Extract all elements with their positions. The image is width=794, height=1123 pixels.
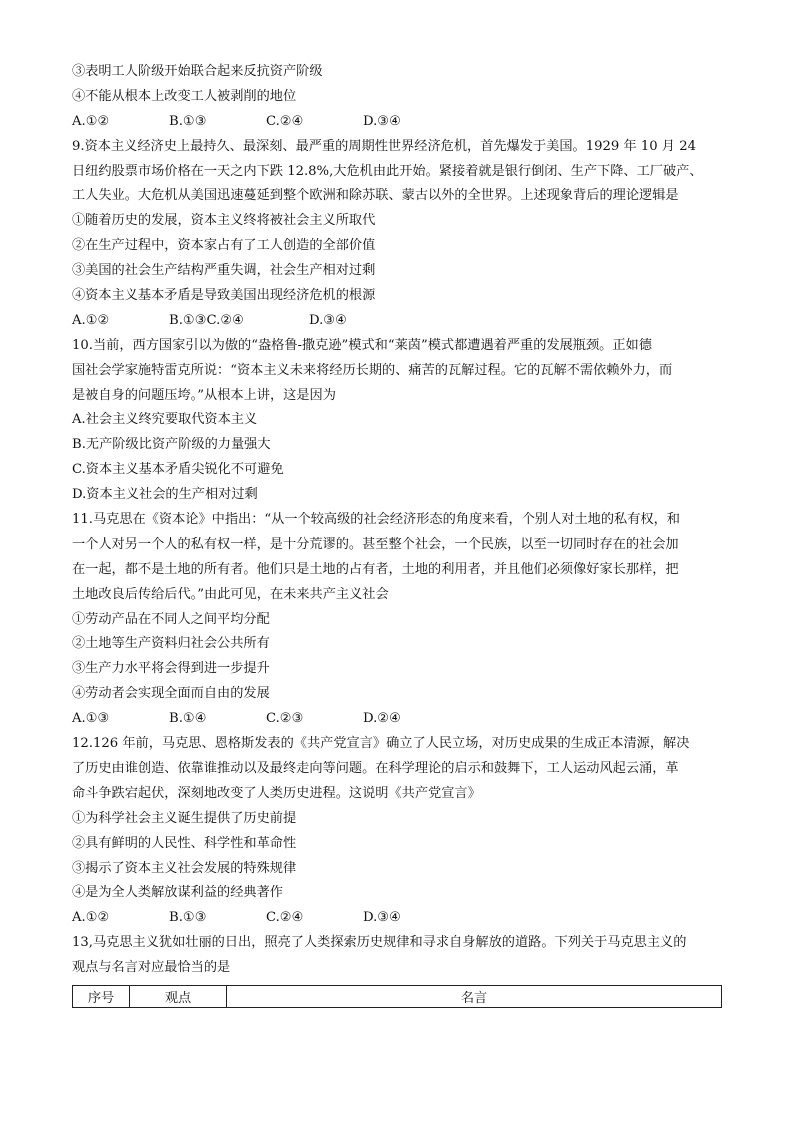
q11-option-b: B.①④ xyxy=(169,711,207,727)
q9-stem-line: 日纽约股票市场价格在一天之内下跌 12.8%,大危机由此开始。紧接着就是银行倒闭、生产下降、工厂破产、 xyxy=(72,163,703,179)
q13-stem-line: 13,马克思主义犹如壮丽的日出，照亮了人类探索历史规律和寻求自身解放的道路。下列关于马克思主义的 xyxy=(72,935,687,951)
q12-stem-line: 12.126 年前，马克思、恩格斯发表的《共产党宣言》确立了人民立场，对历史成果的生成正本清源，解决 xyxy=(72,736,690,752)
q8-option-a: A.①② xyxy=(72,113,110,129)
q12-item-2: ②具有鲜明的人民性、科学性和革命性 xyxy=(72,835,297,851)
q11-option-c: C.②③ xyxy=(266,711,304,727)
q13-table xyxy=(72,985,722,1008)
q11-option-d: D.②④ xyxy=(363,711,401,727)
q11-stem-line: 一个人对另一个人的私有权一样，是十分荒谬的。甚至整个社会，一个民族，以至一切同时存在的社会加 xyxy=(72,536,679,552)
q12-stem-line: 了历史由谁创造、依靠谁推动以及最终走向等问题。在科学理论的启示和鼓舞下，工人运动风起云涌，革 xyxy=(72,760,679,776)
q10-stem-line: 国社会学家施特雷克所说：“资本主义未来将经历长期的、痛苦的瓦解过程。它的瓦解不需依赖外力，而 xyxy=(72,362,673,378)
q8-options xyxy=(72,110,724,135)
q12-option-a: A.①② xyxy=(72,910,110,926)
q12-option-d: D.③④ xyxy=(363,910,401,926)
header-index: 序号 xyxy=(73,986,130,1008)
q9-stem-line: 9.资本主义经济史上最持久、最深刻、最严重的周期性世界经济危机，首先爆发于美国。1929 年 10 月 24 xyxy=(72,138,696,154)
header-viewpoint: 观点 xyxy=(130,986,227,1008)
q12-stem-line: 命斗争跌宕起伏，深刻地改变了人类历史进程。这说明《共产党宣言》 xyxy=(72,785,481,801)
q8-option-d: D.③④ xyxy=(363,113,401,129)
q12-item-4: ④是为全人类解放谋利益的经典著作 xyxy=(72,885,283,901)
q11-item-4: ④劳动者会实现全面而自由的发展 xyxy=(72,686,270,702)
q11-item-3: ③生产力水平将会得到进一步提升 xyxy=(72,661,270,677)
q12-item-3: ③揭示了资本主义社会发展的特殊规律 xyxy=(72,860,297,876)
q10-stem-line: 10.当前，西方国家引以为傲的“盎格鲁-撒克逊”模式和“莱茵”模式都遭遇着严重的发展瓶颈。正如德 xyxy=(72,337,652,353)
q11-option-a: A.①③ xyxy=(72,711,110,727)
q9-option-bc: B.①③C.②④ xyxy=(169,312,244,328)
q8-item-4: ④不能从根本上改变工人被剥削的地位 xyxy=(72,88,297,104)
q11-stem-line: 土地改良后传给后代。”由此可见，在未来共产主义社会 xyxy=(72,586,389,602)
q12-options xyxy=(72,906,724,931)
q11-item-2: ②土地等生产资料归社会公共所有 xyxy=(72,636,270,652)
q10-option-b: B.无产阶级比资产阶级的力量强大 xyxy=(72,437,271,453)
q11-item-1: ①劳动产品在不同人之间平均分配 xyxy=(72,611,270,627)
q8-option-c: C.②④ xyxy=(266,113,304,129)
q12-item-1: ①为科学社会主义诞生提供了历史前提 xyxy=(72,810,297,826)
q11-stem-line: 11.马克思在《资本论》中指出：“从一个较高级的社会经济形态的角度来看，个别人对土地的私有权，和 xyxy=(72,512,680,528)
q13-stem-line: 观点与名言对应最恰当的是 xyxy=(72,960,231,976)
q10-stem-line: 是被自身的问题压垮。”从根本上讲，这是因为 xyxy=(72,387,336,403)
q9-item-2: ②在生产过程中，资本家占有了工人创造的全部价值 xyxy=(72,238,376,254)
q9-option-d: D.③④ xyxy=(309,312,347,328)
q12-option-b: B.①③ xyxy=(169,910,207,926)
q10-option-c: C.资本主义基本矛盾尖锐化不可避免 xyxy=(72,462,284,478)
exam-page xyxy=(72,60,724,981)
table-header-row xyxy=(73,986,722,1008)
q8-item-3: ③表明工人阶级开始联合起来反抗资产阶级 xyxy=(72,64,323,79)
q10-option-d: D.资本主义社会的生产相对过剩 xyxy=(72,487,258,503)
q11-options xyxy=(72,707,724,732)
q9-option-a: A.①② xyxy=(72,312,110,328)
q8-option-b: B.①③ xyxy=(169,113,207,129)
q11-stem-line: 在一起，都不是土地的所有者。他们只是土地的占有者，土地的利用者，并且他们必须像好家长那样，把 xyxy=(72,561,679,577)
q9-item-4: ④资本主义基本矛盾是导致美国出现经济危机的根源 xyxy=(72,288,376,304)
header-quote: 名言 xyxy=(227,986,722,1008)
q9-item-1: ①随着历史的发展，资本主义终将被社会主义所取代 xyxy=(72,213,376,229)
q12-option-c: C.②④ xyxy=(266,910,304,926)
q9-item-3: ③美国的社会生产结构严重失调，社会生产相对过剩 xyxy=(72,263,376,279)
q10-option-a: A.社会主义终究要取代资本主义 xyxy=(72,412,258,428)
q9-stem-line: 工人失业。大危机从美国迅速蔓延到整个欧洲和除苏联、蒙古以外的全世界。上述现象背后的理论逻辑是 xyxy=(72,188,679,204)
q9-options xyxy=(72,309,724,334)
